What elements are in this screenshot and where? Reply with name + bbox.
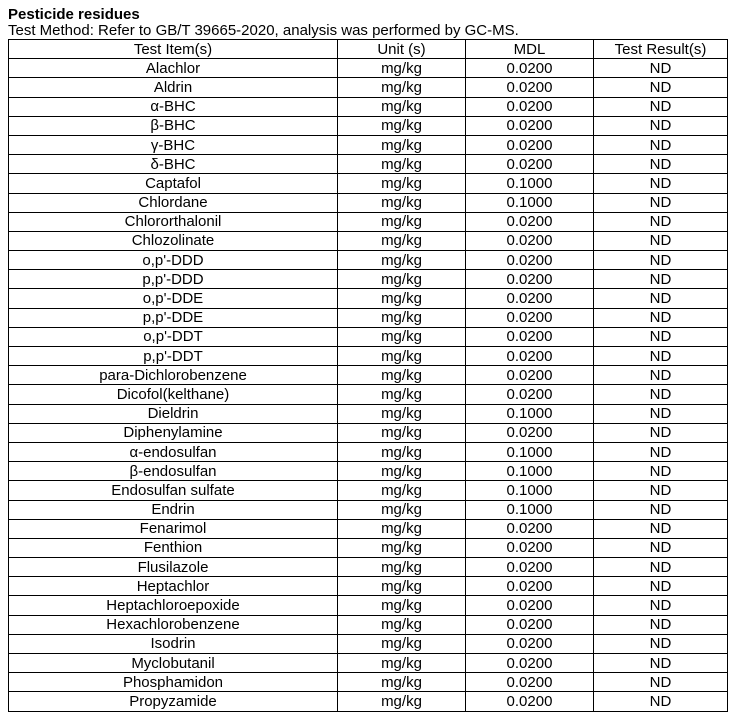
cell-mdl: 0.1000 [466,500,594,519]
cell-unit: mg/kg [338,442,466,461]
table-row [9,385,728,404]
cell-mdl: 0.0200 [466,538,594,557]
cell-test-item: Isodrin [9,634,338,653]
cell-mdl: 0.0200 [466,270,594,289]
cell-test-item: p,p'-DDD [9,270,338,289]
cell-test-item: Alachlor [9,59,338,78]
cell-test-item: p,p'-DDE [9,308,338,327]
cell-test-result: ND [594,404,728,423]
header-unit: Unit (s) [338,40,466,59]
cell-unit: mg/kg [338,366,466,385]
cell-test-item: β-endosulfan [9,462,338,481]
cell-test-item: o,p'-DDE [9,289,338,308]
cell-unit: mg/kg [338,212,466,231]
cell-unit: mg/kg [338,596,466,615]
cell-test-item: Dicofol(kelthane) [9,385,338,404]
cell-test-result: ND [594,692,728,711]
cell-test-result: ND [594,270,728,289]
header-mdl: MDL [466,40,594,59]
table-row [9,692,728,711]
cell-mdl: 0.0200 [466,231,594,250]
cell-test-result: ND [594,500,728,519]
cell-mdl: 0.0200 [466,347,594,366]
cell-test-item: Chlozolinate [9,231,338,250]
cell-mdl: 0.1000 [466,442,594,461]
table-row [9,270,728,289]
table-row [9,442,728,461]
cell-mdl: 0.0200 [466,634,594,653]
cell-unit: mg/kg [338,289,466,308]
table-row [9,654,728,673]
table-row [9,327,728,346]
cell-unit: mg/kg [338,673,466,692]
cell-test-item: Captafol [9,174,338,193]
cell-unit: mg/kg [338,347,466,366]
cell-test-item: para-Dichlorobenzene [9,366,338,385]
table-row [9,519,728,538]
cell-unit: mg/kg [338,97,466,116]
table-row [9,155,728,174]
cell-test-result: ND [594,615,728,634]
cell-mdl: 0.0200 [466,423,594,442]
cell-test-item: Fenarimol [9,519,338,538]
cell-test-result: ND [594,174,728,193]
table-row [9,615,728,634]
cell-test-result: ND [594,59,728,78]
cell-unit: mg/kg [338,116,466,135]
cell-mdl: 0.0200 [466,116,594,135]
table-row [9,481,728,500]
table-row [9,347,728,366]
cell-mdl: 0.0200 [466,654,594,673]
table-row [9,231,728,250]
cell-test-item: α-BHC [9,97,338,116]
table-row [9,116,728,135]
cell-test-item: γ-BHC [9,135,338,154]
table-row [9,634,728,653]
cell-mdl: 0.0200 [466,97,594,116]
cell-test-result: ND [594,78,728,97]
section-title: Pesticide residues [8,6,140,23]
cell-test-result: ND [594,634,728,653]
cell-mdl: 0.0200 [466,212,594,231]
header-test-item: Test Item(s) [9,40,338,59]
cell-unit: mg/kg [338,270,466,289]
cell-mdl: 0.1000 [466,193,594,212]
cell-test-item: Heptachlor [9,577,338,596]
results-table [8,39,728,712]
cell-test-item: Endrin [9,500,338,519]
cell-test-result: ND [594,347,728,366]
cell-test-result: ND [594,97,728,116]
cell-unit: mg/kg [338,423,466,442]
cell-unit: mg/kg [338,155,466,174]
cell-test-result: ND [594,231,728,250]
cell-mdl: 0.0200 [466,673,594,692]
table-row [9,212,728,231]
cell-mdl: 0.0200 [466,519,594,538]
cell-mdl: 0.0200 [466,692,594,711]
cell-test-result: ND [594,289,728,308]
cell-test-item: Phosphamidon [9,673,338,692]
cell-mdl: 0.0200 [466,308,594,327]
table-row [9,78,728,97]
cell-mdl: 0.1000 [466,462,594,481]
cell-unit: mg/kg [338,634,466,653]
table-row [9,423,728,442]
cell-mdl: 0.0200 [466,289,594,308]
cell-mdl: 0.0200 [466,135,594,154]
cell-test-result: ND [594,116,728,135]
cell-unit: mg/kg [338,59,466,78]
cell-mdl: 0.0200 [466,155,594,174]
cell-test-result: ND [594,251,728,270]
cell-test-result: ND [594,558,728,577]
cell-test-result: ND [594,212,728,231]
cell-unit: mg/kg [338,519,466,538]
table-row [9,97,728,116]
cell-test-item: Fenthion [9,538,338,557]
cell-test-item: Aldrin [9,78,338,97]
cell-test-item: Hexachlorobenzene [9,615,338,634]
cell-test-result: ND [594,327,728,346]
cell-unit: mg/kg [338,78,466,97]
table-row [9,174,728,193]
table-row [9,538,728,557]
cell-test-item: Endosulfan sulfate [9,481,338,500]
cell-unit: mg/kg [338,481,466,500]
cell-unit: mg/kg [338,692,466,711]
test-method-line: Test Method: Refer to GB/T 39665-2020, analysis was performed by GC-MS. [8,22,519,39]
cell-test-item: α-endosulfan [9,442,338,461]
table-row [9,193,728,212]
cell-unit: mg/kg [338,193,466,212]
table-row [9,577,728,596]
cell-unit: mg/kg [338,251,466,270]
cell-mdl: 0.0200 [466,366,594,385]
cell-test-result: ND [594,577,728,596]
table-row [9,673,728,692]
cell-unit: mg/kg [338,558,466,577]
cell-unit: mg/kg [338,500,466,519]
table-row [9,251,728,270]
cell-test-item: Flusilazole [9,558,338,577]
cell-mdl: 0.0200 [466,615,594,634]
cell-test-item: o,p'-DDT [9,327,338,346]
header-row [9,40,728,59]
cell-mdl: 0.0200 [466,577,594,596]
cell-mdl: 0.0200 [466,327,594,346]
cell-unit: mg/kg [338,231,466,250]
cell-test-result: ND [594,481,728,500]
table-row [9,596,728,615]
cell-mdl: 0.0200 [466,78,594,97]
cell-unit: mg/kg [338,538,466,557]
cell-test-result: ND [594,366,728,385]
table-row [9,135,728,154]
cell-test-result: ND [594,385,728,404]
cell-test-item: Myclobutanil [9,654,338,673]
table-row [9,59,728,78]
cell-mdl: 0.0200 [466,596,594,615]
cell-test-result: ND [594,308,728,327]
cell-mdl: 0.1000 [466,481,594,500]
cell-test-item: Chlororthalonil [9,212,338,231]
cell-unit: mg/kg [338,462,466,481]
cell-unit: mg/kg [338,577,466,596]
cell-test-result: ND [594,193,728,212]
cell-mdl: 0.1000 [466,404,594,423]
cell-mdl: 0.0200 [466,385,594,404]
results-table-body [9,59,728,711]
cell-unit: mg/kg [338,615,466,634]
cell-test-item: Dieldrin [9,404,338,423]
table-row [9,404,728,423]
cell-unit: mg/kg [338,327,466,346]
table-row [9,308,728,327]
cell-test-result: ND [594,654,728,673]
table-row [9,462,728,481]
cell-mdl: 0.0200 [466,251,594,270]
cell-unit: mg/kg [338,404,466,423]
cell-mdl: 0.0200 [466,59,594,78]
cell-test-result: ND [594,673,728,692]
cell-unit: mg/kg [338,135,466,154]
cell-test-item: β-BHC [9,116,338,135]
cell-mdl: 0.1000 [466,174,594,193]
cell-test-item: Heptachloroepoxide [9,596,338,615]
cell-unit: mg/kg [338,654,466,673]
cell-mdl: 0.0200 [466,558,594,577]
cell-unit: mg/kg [338,174,466,193]
results-table-header [9,40,728,59]
cell-test-item: Chlordane [9,193,338,212]
cell-test-item: p,p'-DDT [9,347,338,366]
cell-test-result: ND [594,519,728,538]
cell-test-result: ND [594,462,728,481]
table-row [9,500,728,519]
cell-test-result: ND [594,596,728,615]
table-row [9,289,728,308]
cell-test-result: ND [594,538,728,557]
cell-test-result: ND [594,442,728,461]
cell-test-item: Propyzamide [9,692,338,711]
table-row [9,558,728,577]
cell-test-result: ND [594,135,728,154]
cell-test-result: ND [594,155,728,174]
cell-test-item: o,p'-DDD [9,251,338,270]
table-row [9,366,728,385]
cell-test-result: ND [594,423,728,442]
cell-unit: mg/kg [338,385,466,404]
cell-unit: mg/kg [338,308,466,327]
cell-test-item: Diphenylamine [9,423,338,442]
cell-test-item: δ-BHC [9,155,338,174]
header-test-result: Test Result(s) [594,40,728,59]
